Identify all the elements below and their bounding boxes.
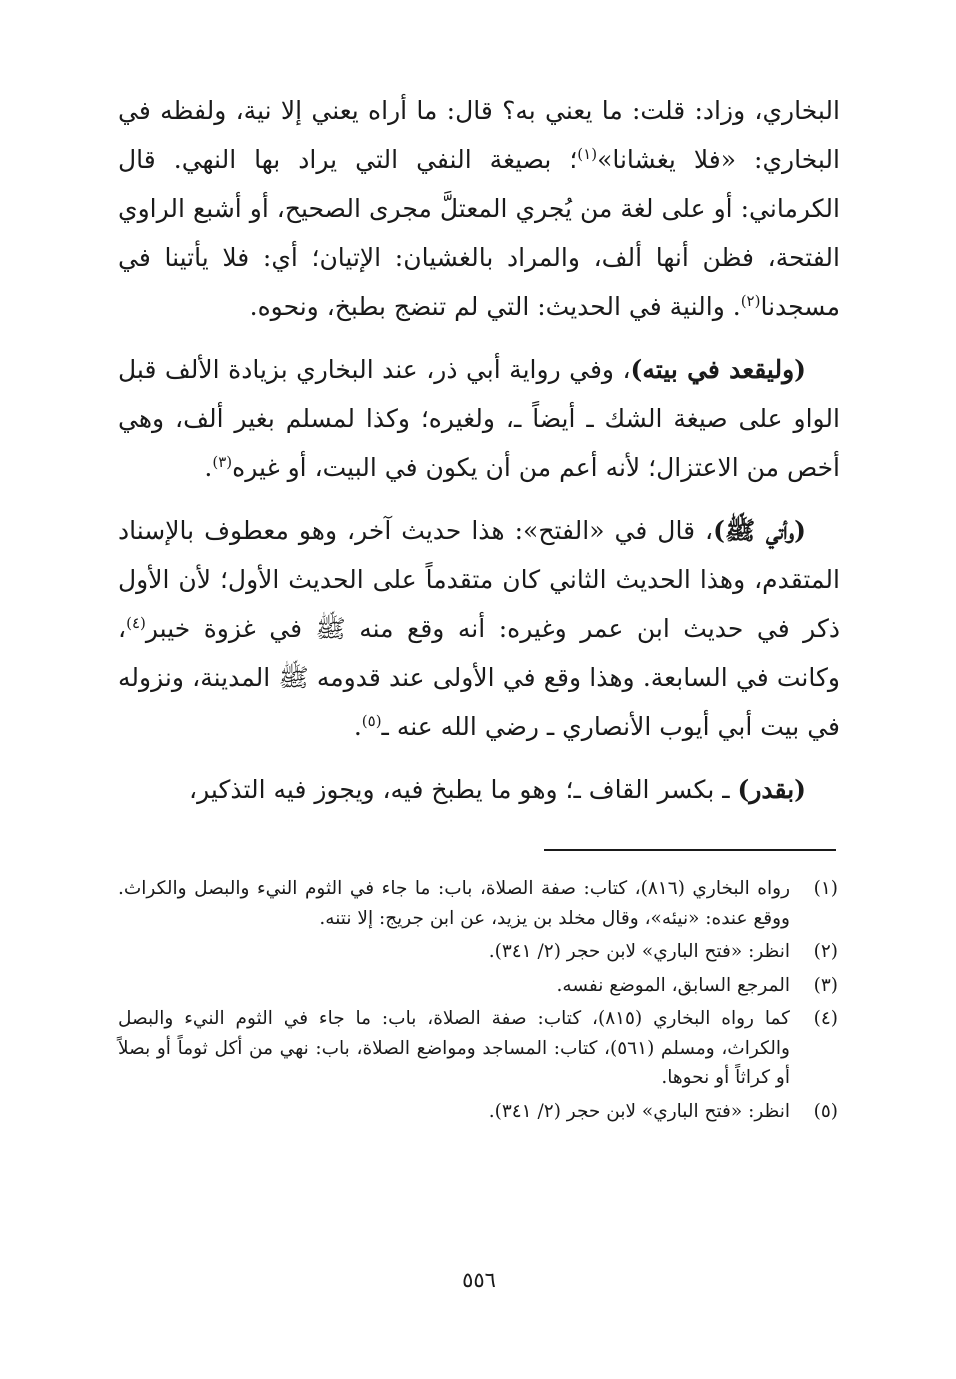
paragraph-1-text-3: . والنية في الحديث: التي لم تنضج بطبخ، ونحوه. [249, 292, 741, 321]
footnote-ref-2[interactable]: (٢) [740, 292, 761, 310]
footnote-4 [118, 1004, 840, 1093]
footnote-text: كما رواه البخاري (٨١٥)، كتاب: صفة الصلاة، باب: ما جاء في الثوم النيء والبصل والكراث، ومسلم (٥٦١)، كتاب: المساجد ومواضع الصلاة، باب: نهي من أكل ثوماً أو بصلاً أو كراثاً أو نحوها. [118, 1008, 790, 1088]
footnote-number: (٥) [813, 1100, 838, 1122]
footnote-number: (٣) [813, 974, 838, 996]
footnote-text: انظر: «فتح الباري» لابن حجر (٢/ ٣٤١). [488, 941, 790, 962]
paragraph-1-text-1: البخاري، وزاد: قلت: ما يعني به؟ قال: ما أراه يعني إلا نية، ولفظه في البخاري: «فلا يغشانا» [118, 96, 840, 174]
footnote-5 [118, 1097, 840, 1127]
paragraph-3-text-1: ، قال في «الفتح»: هذا حديث آخر، وهو معطوف بالإسناد المتقدم، وهذا الحديث الثاني كان متقدماً على الحديث الأول؛ لأن الأول ذكر في حديث ابن عمر وغيره: أنه وقع منه ﷺ في غزوة خيبر [118, 516, 840, 643]
paragraph-1-text-2: ؛ بصيغة النفي التي يراد بها النهي. قال الكرماني: أو على لغة من يُجري المعتلَّ مجرى الصحيح، أو أشبع الراوي الفتحة، فظن أنها ألف، والمراد بالغشيان: الإتيان؛ أي: فلا يأتينا في مسجدنا [118, 145, 841, 321]
paragraph-2-text-1: ، وفي رواية أبي ذر، عند البخاري بزيادة الألف قبل الواو على صيغة الشك ـ أيضاً ـ، ولغيره؛ وكذا لمسلم بغير ألف، وهي أخص من الاعتزال؛ لأنه أعم من أن يكون في البيت، أو غيره [118, 355, 840, 482]
footnotes [118, 874, 840, 1130]
main-text [118, 86, 840, 814]
paragraph-3 [118, 506, 840, 751]
book-page [118, 86, 840, 1306]
footnote-number: (٤) [813, 1008, 838, 1029]
footnote-text: انظر: «فتح الباري» لابن حجر (٢/ ٣٤١). [488, 1100, 790, 1122]
footnote-2 [118, 937, 840, 967]
footnote-number: (١) [813, 878, 838, 899]
footnote-text: رواه البخاري (٨١٦)، كتاب: صفة الصلاة، باب: ما جاء في الثوم النيء والبصل والكراث. ووقع عنده: «نيئه»، وقال مخلد بن يزيد، عن ابن جريج: إلا نتنه. [118, 878, 790, 929]
paragraph-4 [118, 765, 840, 814]
footnote-1 [118, 874, 840, 933]
page-number: ٥٥٦ [462, 1268, 496, 1292]
paragraph-1 [118, 86, 840, 331]
lemma-heading: (بقدر) [737, 775, 806, 804]
footnote-number: (٢) [813, 941, 838, 962]
paragraph-3-text-2: ، وكانت في السابعة. وهذا وقع في الأولى عند قدومه ﷺ المدينة، ونزوله في بيت أبي أيوب الأنصاري ـ رضي الله عنه ـ [118, 614, 840, 741]
footnote-ref-1[interactable]: (١) [577, 145, 598, 163]
lemma-heading: (وأتي ﷺ) [713, 516, 806, 545]
paragraph-3-text-3: . [353, 712, 362, 741]
footnote-ref-5[interactable]: (٥) [361, 712, 382, 730]
footnote-separator [544, 849, 836, 851]
lemma-heading: (وليقعد في بيته) [630, 355, 806, 384]
footnote-3 [118, 971, 840, 1001]
footnote-text: المرجع السابق، الموضع نفسه. [556, 974, 790, 996]
footnote-ref-4[interactable]: (٤) [126, 614, 146, 632]
paragraph-2 [118, 345, 840, 492]
paragraph-4-text-1: ـ بكسر القاف ـ؛ وهو ما يطبخ فيه، ويجوز فيه التذكير، [189, 775, 738, 804]
paragraph-2-text-2: . [204, 453, 213, 482]
footnote-ref-3[interactable]: (٣) [212, 453, 233, 471]
